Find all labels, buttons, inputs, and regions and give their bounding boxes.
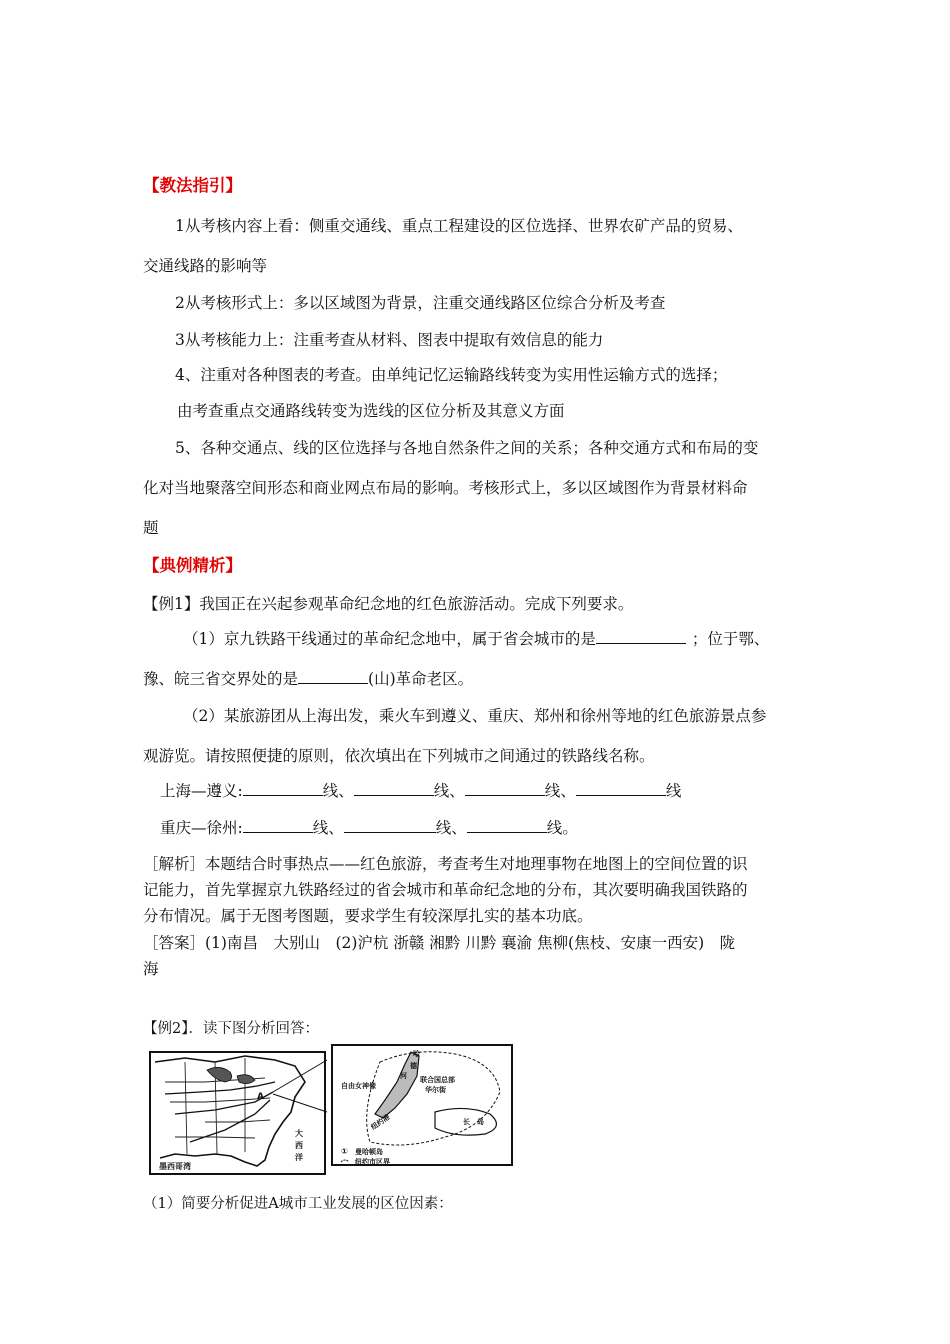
nyc-map-frame: [332, 1045, 512, 1165]
route1-sep-2: 、: [449, 782, 465, 800]
example1-analysis-c: 分布情况。属于无图考图题，要求学生有较深厚扎实的基本功底。: [143, 907, 593, 925]
route1-blank-3[interactable]: [465, 781, 545, 796]
example1-answer-a: ［答案］(1)南昌 大别山 (2)沪杭 浙赣 湘黔 川黔 襄渝 焦柳(焦枝、安康一西安) 陇: [143, 934, 736, 952]
route1-line-word-4: 线: [665, 782, 682, 800]
example1-answer-b: 海: [143, 960, 159, 978]
river-label-d: 德: [410, 1062, 417, 1070]
section-title-examples: 【典例精析】: [143, 556, 242, 575]
gulf-label: 墨西哥湾: [159, 1162, 191, 1171]
harbor-label: 纽约港: [369, 1113, 392, 1132]
example1-analysis-a: ［解析］本题结合时事热点——红色旅游，考查考生对地理事物在地图上的空间位置的识: [143, 855, 748, 873]
un-hq-label: 联合国总部: [420, 1076, 455, 1084]
q1-text-d: (山)革命老区。: [368, 670, 474, 688]
teaching-p4b: 由考查重点交通路线转变为选线的区位分析及其意义方面: [177, 402, 565, 420]
statue-label: 自由女神像: [341, 1082, 376, 1090]
route2-blank-2[interactable]: [344, 818, 436, 833]
route1-blank-4[interactable]: [576, 781, 666, 796]
route2-sep-2: 、: [451, 819, 467, 837]
route-chongqing-xuzhou: [160, 818, 578, 838]
route1-line-word-3: 线: [544, 782, 561, 800]
teaching-p1a: 1从考核内容上看：侧重交通线、重点工程建设的区位选择、世界农矿产品的贸易、: [175, 217, 743, 235]
teaching-p4: 4、注重对各种图表的考查。由单纯记忆运输路线转变为实用性运输方式的选择；: [175, 366, 728, 384]
teaching-p5b: 化对当地聚落空间形态和商业网点布局的影响。考核形式上，多以区域图作为背景材料命: [143, 479, 748, 497]
teaching-p3: 3从考核能力上：注重考查从材料、图表中提取有效信息的能力: [175, 331, 604, 349]
example2-intro: 【例2】．读下图分析回答：: [143, 1021, 319, 1037]
example1-q2a: （2）某旅游团从上海出发，乘火车到遵义、重庆、郑州和徐州等地的红色旅游景点参: [183, 707, 767, 725]
legend-nyc-boundary: 纽约市区界: [355, 1158, 390, 1166]
route2-blank-1[interactable]: [243, 818, 313, 833]
route2-end: 。: [562, 819, 578, 837]
example1-q2b: 观游览。请按照便捷的原则，依次填出在下列城市之间通过的铁路线名称。: [143, 747, 655, 765]
route2-line-word-1: 线: [312, 819, 329, 837]
route2-sep-1: 、: [328, 819, 344, 837]
route2-line-word-2: 线: [435, 819, 452, 837]
route-shanghai-zunyi: [160, 781, 681, 801]
legend-num-1: ①: [341, 1147, 348, 1156]
route1-line-word-2: 线: [433, 782, 450, 800]
teaching-p5c: 题: [143, 519, 159, 537]
long-island-label: 长 岛: [463, 1118, 484, 1126]
q1-text-b: ；位于鄂、: [691, 630, 770, 648]
wall-st-label: 华尔街: [425, 1086, 446, 1094]
route2-blank-3[interactable]: [467, 818, 547, 833]
atlantic-label-1: 大: [295, 1129, 303, 1138]
q1-text-c: 豫、皖三省交界处的是: [143, 670, 299, 688]
answer-blank-capital[interactable]: [596, 629, 686, 644]
river-label-h: 哈: [413, 1050, 420, 1058]
map-a-marker: A: [257, 1092, 264, 1102]
example2-map-figure: [145, 1042, 517, 1176]
route1-label: 上海—遵义:: [160, 782, 243, 800]
teaching-p2: 2从考核形式上：多以区域图为背景，注重交通线路区位综合分析及考查: [175, 294, 666, 312]
teaching-p1b: 交通线路的影响等: [143, 257, 268, 275]
teaching-p5a: 5、各种交通点、线的区位选择与各地自然条件之间的关系；各种交通方式和布局的变: [175, 439, 759, 457]
example1-intro: 【例1】我国正在兴起参观革命纪念地的红色旅游活动。完成下列要求。: [143, 595, 634, 613]
atlantic-label-2: 西: [295, 1141, 303, 1150]
route2-label: 重庆—徐州:: [160, 819, 243, 837]
example1-analysis-b: 记能力，首先掌握京九铁路经过的省会城市和革命纪念地的分布，其次要明确我国铁路的: [143, 881, 748, 899]
route2-line-word-3: 线: [546, 819, 563, 837]
example2-q1: （1）简要分析促进A城市工业发展的区位因素：: [143, 1196, 453, 1212]
atlantic-label-3: 洋: [295, 1153, 303, 1162]
route1-sep-1: 、: [338, 782, 354, 800]
route1-blank-2[interactable]: [354, 781, 434, 796]
route1-sep-3: 、: [560, 782, 576, 800]
q1-text-a: （1）京九铁路干线通过的革命纪念地中，属于省会城市的是: [183, 630, 596, 648]
example1-q1-line1: [183, 629, 769, 649]
example1-q1-line2: [143, 669, 473, 689]
legend-manhattan: 曼哈顿岛: [355, 1148, 383, 1156]
route1-line-word-1: 线: [322, 782, 339, 800]
river-label-he: 河: [400, 1072, 407, 1080]
route1-blank-1[interactable]: [243, 781, 323, 796]
answer-blank-mountain[interactable]: [298, 669, 368, 684]
section-title-teaching: 【教法指引】: [143, 176, 242, 195]
